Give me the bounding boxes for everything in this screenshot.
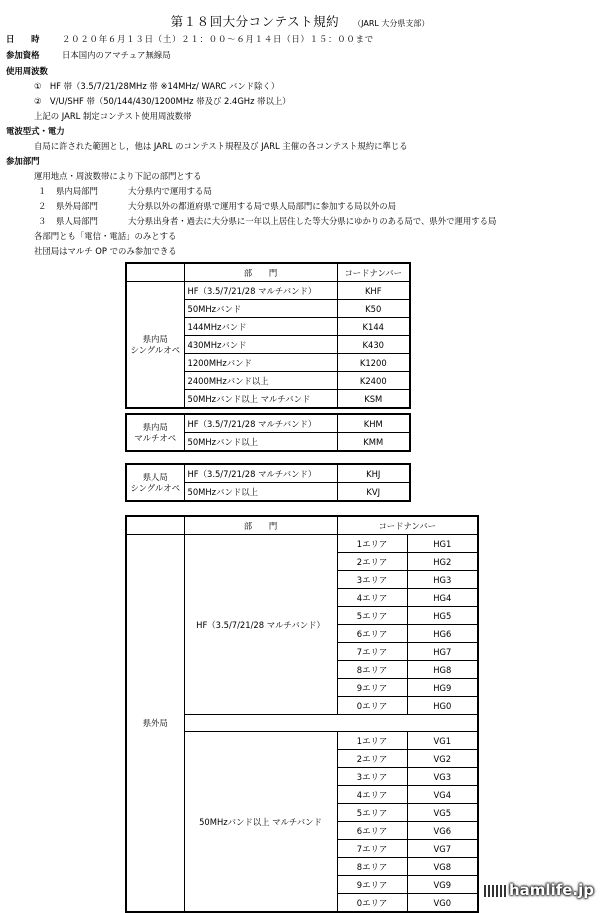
code-cell: KSM	[337, 390, 410, 409]
area-cell: 8エリア	[337, 858, 407, 876]
area-cell: 3エリア	[337, 768, 407, 786]
code-cell: VG8	[407, 858, 478, 876]
code-cell: VG6	[407, 822, 478, 840]
table-row	[126, 414, 410, 433]
code-cell: K50	[337, 300, 410, 318]
code-cell: VG0	[407, 894, 478, 913]
header-empty	[126, 263, 184, 282]
band-item: ② V/U/SHF 帯（50/144/430/1200MHz 帯及び 2.4GHz 帯以上）	[34, 96, 291, 106]
area-cell: 7エリア	[337, 643, 407, 661]
code-cell: K144	[337, 318, 410, 336]
watermark-bars-icon	[484, 885, 506, 897]
subtitle-text: （JARL 大分県支部）	[353, 19, 430, 28]
band-cell: 2400MHzバンド以上	[184, 372, 337, 390]
code-cell: HG3	[407, 571, 478, 589]
code-cell: VG7	[407, 840, 478, 858]
band-cell: 50MHzバンド	[184, 300, 337, 318]
kengai-table	[125, 515, 479, 913]
code-cell: HG7	[407, 643, 478, 661]
category-desc: 大分県内で運用する局	[128, 186, 212, 196]
kennai-multi-table	[125, 413, 411, 452]
area-cell: 9エリア	[337, 876, 407, 894]
code-cell: K430	[337, 336, 410, 354]
group-line: シングルオペ	[130, 482, 181, 493]
group-line: 県内局	[142, 421, 168, 432]
header-code: コードナンバー	[337, 516, 478, 535]
group-line: シングルオペ	[130, 344, 181, 355]
mode-value: 自局に許された範囲とし，他は JARL のコンテスト規程及び JARL 主催の各コンテスト規約に準じる	[34, 141, 408, 151]
band-cell: 50MHzバンド以上	[184, 483, 337, 502]
area-cell: 9エリア	[337, 679, 407, 697]
area-cell: 0エリア	[337, 894, 407, 913]
category-name: 県内局部門	[56, 186, 98, 196]
categories-label: 参加部門	[6, 156, 40, 166]
eligibility-value: 日本国内のアマチュア無線局	[62, 50, 171, 60]
table-row	[126, 535, 478, 553]
category-num: ２	[38, 201, 47, 211]
code-cell: HG2	[407, 553, 478, 571]
title-text: 第１８回大分コンテスト規約	[170, 14, 340, 29]
code-cell: KVJ	[337, 483, 410, 502]
categories-note: 社団局はマルチ OP でのみ参加できる	[34, 246, 177, 256]
category-desc: 大分県以外の都道府県で運用する局で県人局部門に参加する局以外の局	[128, 201, 396, 211]
group-line: 県人局	[142, 471, 168, 482]
area-cell: 4エリア	[337, 589, 407, 607]
band-cell: 50MHzバンド以上	[184, 433, 337, 452]
area-cell: 7エリア	[337, 840, 407, 858]
group-label	[126, 464, 184, 501]
table-row	[126, 282, 410, 300]
code-cell: VG9	[407, 876, 478, 894]
area-cell: 5エリア	[337, 607, 407, 625]
group-label: 県外局	[126, 535, 184, 913]
categories-note: 各部門とも「電信・電話」のみとする	[34, 231, 177, 241]
band-cell: HF（3.5/7/21/28 マルチバンド）	[184, 282, 337, 300]
table-header-row	[126, 516, 478, 535]
group-label	[126, 414, 184, 451]
band-cell: HF（3.5/7/21/28 マルチバンド）	[184, 464, 337, 483]
area-cell: 0エリア	[337, 697, 407, 715]
area-cell: 6エリア	[337, 625, 407, 643]
band-cell: 50MHzバンド以上 マルチバンド	[184, 732, 337, 913]
watermark-text: hamlife.jp	[509, 881, 594, 899]
table-header-row	[126, 263, 410, 282]
code-cell: VG2	[407, 750, 478, 768]
group-label	[126, 282, 184, 409]
area-cell: 2エリア	[337, 750, 407, 768]
code-cell: K1200	[337, 354, 410, 372]
code-cell: VG3	[407, 768, 478, 786]
band-cell: 430MHzバンド	[184, 336, 337, 354]
bands-label: 使用周波数	[6, 66, 48, 76]
category-desc: 大分県出身者・過去に大分県に一年以上居住した等大分県にゆかりのある局で、県外で運用する局	[128, 216, 497, 226]
category-name: 県外局部門	[56, 201, 98, 211]
datetime-label: 日 時	[6, 34, 40, 44]
code-cell: HG5	[407, 607, 478, 625]
mode-label: 電波型式・電力	[6, 126, 65, 136]
area-cell: 2エリア	[337, 553, 407, 571]
header-section: 部 門	[184, 263, 337, 282]
area-cell: 8エリア	[337, 661, 407, 679]
category-name: 県人局部門	[56, 216, 98, 226]
kennai-single-table	[125, 262, 411, 409]
category-num: ３	[38, 216, 47, 226]
code-cell: HG8	[407, 661, 478, 679]
code-cell: HG6	[407, 625, 478, 643]
area-cell: 5エリア	[337, 804, 407, 822]
header-section: 部 門	[184, 516, 337, 535]
area-cell: 1エリア	[337, 535, 407, 553]
code-cell: HG9	[407, 679, 478, 697]
band-cell: 50MHzバンド以上 マルチバンド	[184, 390, 337, 409]
code-cell: HG1	[407, 535, 478, 553]
band-cell: HF（3.5/7/21/28 マルチバンド）	[184, 414, 337, 433]
area-cell: 6エリア	[337, 822, 407, 840]
datetime-value: ２０２０年６月１３日（土）２１：００〜６月１４日（日）１５：００まで	[62, 34, 374, 44]
watermark	[484, 881, 594, 899]
code-cell: KHJ	[337, 464, 410, 483]
bands-note: 上記の JARL 制定コンテスト使用周波数帯	[34, 111, 192, 121]
area-cell: 3エリア	[337, 571, 407, 589]
code-cell: VG4	[407, 786, 478, 804]
band-item: ① HF 帯（3.5/7/21/28MHz 帯 ※14MHz/ WARC バンド除く）	[34, 81, 280, 91]
code-cell: KMM	[337, 433, 410, 452]
code-cell: VG5	[407, 804, 478, 822]
group-line: 県内局	[142, 333, 168, 344]
table-row	[126, 464, 410, 483]
band-cell: 1200MHzバンド	[184, 354, 337, 372]
code-cell: K2400	[337, 372, 410, 390]
header-empty	[126, 516, 184, 535]
page-title	[0, 12, 600, 30]
code-cell: KHF	[337, 282, 410, 300]
code-cell: VG1	[407, 732, 478, 750]
band-cell: 144MHzバンド	[184, 318, 337, 336]
area-cell: 1エリア	[337, 732, 407, 750]
kenjin-single-table	[125, 463, 411, 502]
code-cell: HG0	[407, 697, 478, 715]
spacer-cell	[184, 715, 478, 732]
area-cell: 4エリア	[337, 786, 407, 804]
band-cell: HF（3.5/7/21/28 マルチバンド）	[184, 535, 337, 715]
code-cell: KHM	[337, 414, 410, 433]
code-cell: HG4	[407, 589, 478, 607]
category-num: １	[38, 186, 47, 196]
group-line: マルチオペ	[134, 432, 177, 443]
categories-intro: 運用地点・周波数帯により下記の部門とする	[34, 171, 202, 181]
header-code: コードナンバー	[337, 263, 410, 282]
eligibility-label: 参加資格	[6, 50, 40, 60]
